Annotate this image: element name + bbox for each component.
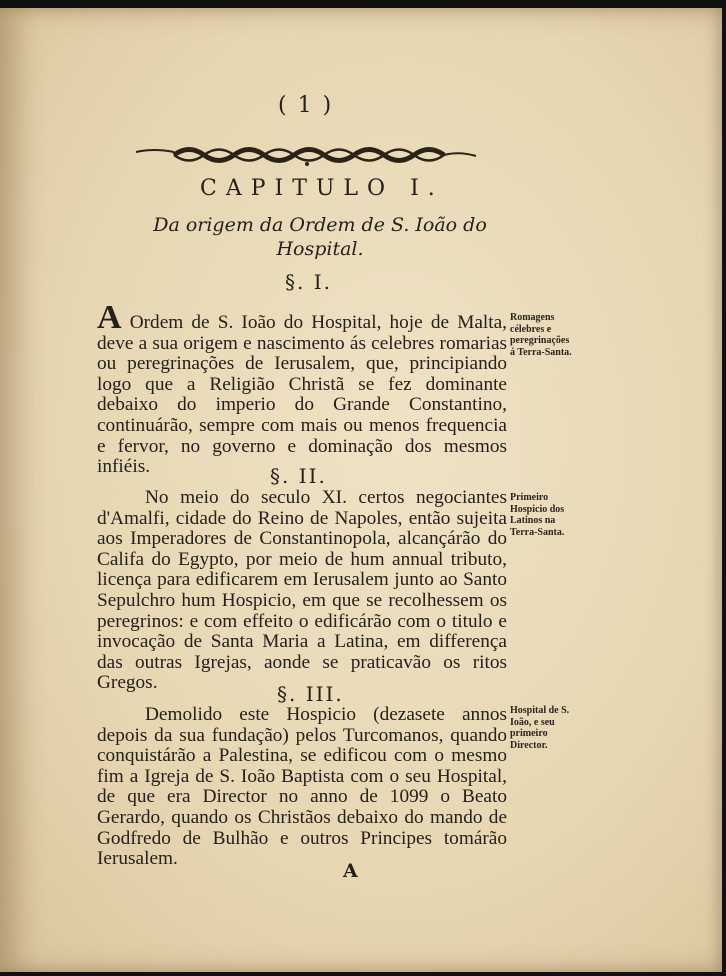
margin-note-3: Hospital de S. Ioão, e seu primeiro Director. (510, 705, 570, 751)
margin-note-2: Primeiro Hospicio dos Latinos na Terra-Santa. (510, 492, 565, 538)
paragraph-3-text: Demolido este Hospicio (dezasete annos depois da sua fundação) pelos Turcomanos, quando conquistárão a Palestina, se edificou com o mesmo fim a Igreja de S. Ioão Baptista com o seu Hospital, de que era Director no anno de 1099 o Beato Gerardo, quando os Christãos debaixo do mando de Godfredo de Bulhão e outros Principes tomárão Ierusalem. (97, 704, 507, 870)
chapter-title: CAPITULO I. (200, 176, 444, 201)
margin-note-1: Romagens célebres e peregrinações á Terra-Santa. (510, 312, 572, 358)
ornament-rule (134, 142, 478, 168)
chapter-subtitle: Da origem da Ordem de S. Ioão do Hospital. (153, 214, 487, 260)
paragraph-1 (97, 299, 507, 478)
section-mark-3: §. III. (277, 682, 344, 706)
book-page (0, 8, 722, 972)
drop-cap: A (97, 299, 122, 336)
paragraph-2-text: No meio do seculo XI. certos negociantes d'Amalfi, cidade do Reino de Napoles, então sujeita aos Imperadores de Constantinopola, alcançárão do Califa do Egypto, por meio de hum annual tributo, licença para edificarem em Ierusalem junto ao Santo Sepulchro hum Hospicio, em que se recolhessem os peregrinos: e com effeito o edificárão com o titulo e invocação de Santa Maria a Latina, em differença das outras Igrejas, aonde se praticavão os ritos Gregos. (97, 487, 507, 694)
paragraph-3 (97, 705, 507, 870)
section-mark-2: §. II. (270, 464, 327, 488)
page-number: ( 1 ) (278, 93, 334, 118)
catchword: A (343, 860, 358, 882)
section-mark-1: §. I. (285, 270, 332, 294)
paragraph-1-text: Ordem de S. Ioão do Hospital, hoje de Malta, deve a sua origem e nascimento ás celebres romarias ou peregrinações de Ierusalem, que, principiando logo que a Religião Christã se fez dominante debaixo do imperio do Grande Constantino, continuárão, sempre com mais ou menos frequencia e fervor, no governo e dominação dos mesmos infiéis. (97, 312, 507, 478)
paragraph-2 (97, 488, 507, 694)
